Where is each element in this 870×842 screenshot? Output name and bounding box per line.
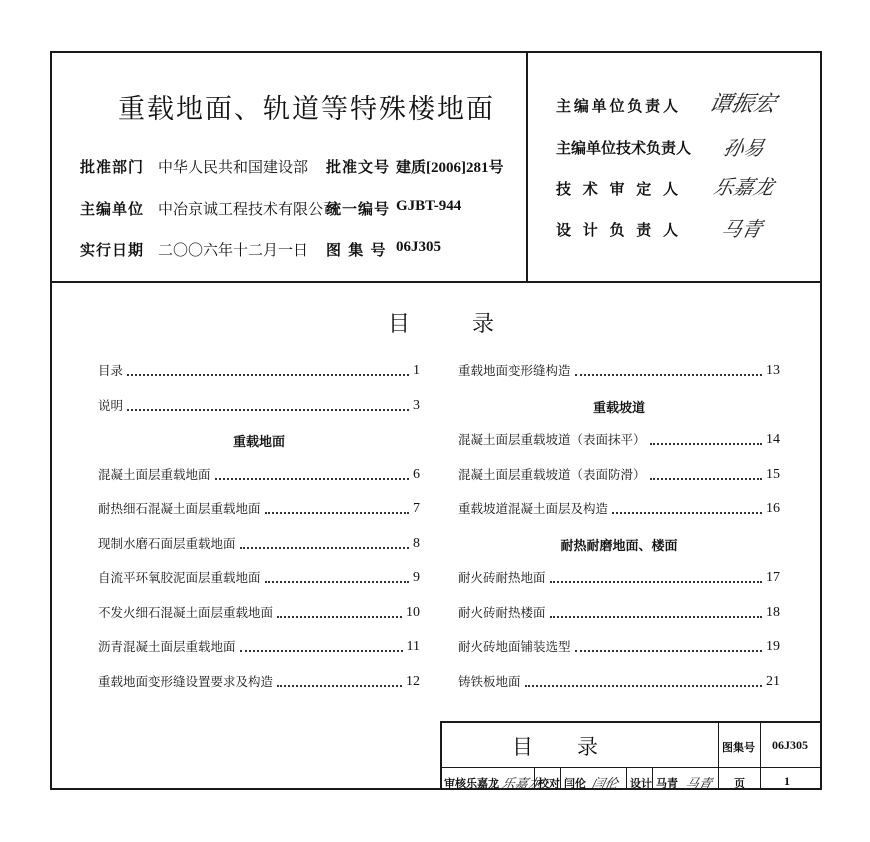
toc-leader-dots [575, 373, 762, 376]
atlas-title: 重载地面、轨道等特殊楼地面 [118, 94, 495, 125]
toc-entry-title: 耐火砖耐热楼面 [458, 604, 546, 620]
meta-value: 中华人民共和国建设部 [158, 158, 309, 176]
reviewer-name: 乐嘉龙 [466, 777, 499, 790]
responsible-row [556, 178, 678, 199]
toc-leader-dots [612, 511, 762, 514]
toc-entry[interactable] [458, 568, 780, 586]
toc-entry-page: 21 [766, 673, 780, 689]
meta-label: 主编单位 [80, 200, 145, 218]
checker-signature: 闫伦 [589, 777, 620, 792]
meta-value: 06J305 [396, 239, 441, 255]
toc-entry[interactable] [458, 499, 780, 517]
toc-entry-title: 耐火砖地面铺装选型 [458, 639, 571, 654]
toc-entry-title: 自流平环氧胶泥面层重载地面 [98, 570, 261, 585]
checker-name: 闫伦 [564, 777, 586, 790]
meta-value: 中冶京诚工程技术有限公司 [158, 200, 339, 218]
toc-leader-dots [550, 580, 762, 583]
toc-entry-title: 混凝土面层重载坡道（表面抹平） [458, 432, 646, 447]
responsible-row [556, 137, 692, 158]
divider [626, 767, 627, 790]
toc-leader-dots [240, 649, 403, 652]
divider [560, 767, 561, 790]
toc-entry-page: 15 [766, 466, 780, 482]
toc-section-heading: 重载地面 [232, 435, 285, 450]
title-block-title: 目录 [512, 735, 642, 759]
divider [442, 767, 820, 768]
toc-entry-page: 6 [413, 466, 420, 482]
toc-leader-dots [240, 546, 409, 549]
signature-reviewer: 乐嘉龙 [711, 175, 777, 199]
toc-entry-title: 耐热细石混凝土面层重载地面 [98, 501, 261, 516]
atlas-label: 图集号 [722, 741, 755, 754]
toc-entry[interactable] [458, 672, 780, 690]
toc-entry[interactable] [458, 465, 780, 483]
toc-entry-page: 19 [766, 639, 780, 654]
review-label: 审核 [444, 777, 466, 790]
toc-entry[interactable] [458, 361, 780, 379]
toc-leader-dots [265, 580, 409, 583]
toc-leader-dots [650, 477, 762, 480]
reviewer-signature: 乐嘉龙 [499, 777, 543, 792]
divider [652, 767, 653, 790]
page-label: 页 [734, 777, 745, 790]
toc-entry-title: 混凝土面层重载坡道（表面防滑） [458, 466, 646, 482]
designer-name: 马青 [656, 777, 678, 790]
meta-value: 建质[2006]281号 [396, 160, 504, 176]
toc-leader-dots [550, 615, 762, 618]
toc-entry-page: 8 [413, 535, 420, 551]
toc-entry[interactable] [98, 568, 420, 586]
toc-entry-page: 7 [413, 501, 420, 516]
toc-entry[interactable] [98, 499, 420, 517]
signature-tech-lead: 孙易 [721, 136, 767, 160]
toc-entry-title: 重载地面变形缝构造 [458, 363, 571, 378]
toc-entry[interactable] [458, 637, 780, 655]
toc-leader-dots [277, 615, 402, 618]
toc-leader-dots [650, 442, 762, 445]
check-label: 校对 [538, 777, 560, 790]
meta-label: 批准文号 [326, 158, 391, 176]
toc-entry-page: 10 [406, 604, 420, 620]
toc-entry-page: 17 [766, 570, 780, 585]
page-number: 1 [784, 774, 790, 788]
signature-designer: 马青 [719, 217, 765, 241]
signature-chief-editor: 谭振宏 [706, 92, 779, 117]
toc-entry[interactable] [458, 430, 780, 448]
toc-entry-title: 现制水磨石面层重载地面 [98, 535, 236, 551]
design-label: 设计 [630, 777, 652, 790]
divider [718, 723, 719, 790]
cover-header [52, 53, 820, 283]
toc-entry-page: 14 [766, 432, 780, 447]
meta-value: 二〇〇六年十二月一日 [158, 241, 309, 259]
divider [534, 767, 535, 790]
responsible-label: 主编单位负责人 [556, 97, 678, 115]
meta-label: 实行日期 [80, 241, 145, 259]
toc-entry-title: 耐火砖耐热地面 [458, 570, 546, 585]
toc-entry[interactable] [98, 465, 420, 483]
toc-heading: 目录 [388, 312, 557, 337]
toc-entry-title: 重载地面变形缝设置要求及构造 [98, 673, 274, 689]
designer-signature: 马青 [683, 777, 714, 792]
toc-leader-dots [127, 408, 409, 411]
responsible-label: 设计负责人 [556, 221, 678, 239]
responsible-label: 技术审定人 [556, 180, 678, 198]
toc-entry-title: 目录 [98, 363, 124, 378]
toc-entry-title: 重载坡道混凝土面层及构造 [458, 501, 609, 516]
toc-entry[interactable] [98, 534, 420, 552]
drawing-frame [50, 51, 822, 790]
toc-entry-page: 18 [766, 604, 780, 620]
toc-leader-dots [575, 649, 762, 652]
meta-label: 统一编号 [326, 200, 391, 218]
atlas-number: 06J305 [772, 738, 808, 752]
toc-entry[interactable] [458, 603, 780, 621]
toc-entry-title: 说明 [98, 397, 124, 413]
toc-entry[interactable] [98, 603, 420, 621]
toc-entry-page: 12 [406, 673, 420, 689]
responsible-label: 主编单位技术负责人 [556, 139, 692, 157]
toc-entry-title: 沥青混凝土面层重载地面 [98, 639, 236, 654]
responsible-row [556, 95, 678, 116]
meta-label: 批准部门 [80, 158, 145, 176]
toc-entry-page: 13 [766, 363, 780, 378]
toc-entry[interactable] [98, 637, 420, 655]
toc-leader-dots [215, 477, 409, 480]
meta-label: 图 集 号 [326, 241, 387, 259]
toc-entry-page: 16 [766, 501, 780, 516]
toc-leader-dots [277, 684, 402, 687]
title-block [440, 721, 820, 790]
toc-entry[interactable] [98, 361, 420, 379]
toc-entry-title: 不发火细石混凝土面层重载地面 [98, 604, 274, 620]
divider [760, 723, 761, 790]
toc-leader-dots [525, 684, 762, 687]
toc-entry[interactable] [98, 396, 420, 414]
meta-value: GJBT-944 [396, 198, 462, 214]
toc-entry-title: 铸铁板地面 [458, 673, 521, 689]
toc-entry-page: 9 [413, 570, 420, 585]
header-info [52, 53, 528, 281]
toc-leader-dots [127, 373, 409, 376]
toc-entry-page: 3 [413, 397, 420, 413]
responsible-row [556, 219, 678, 240]
toc-section-heading: 重载坡道 [592, 400, 645, 416]
header-responsible [528, 53, 820, 281]
toc-entry-page: 11 [406, 639, 420, 654]
toc-entry-title: 混凝土面层重载地面 [98, 466, 211, 482]
toc-entry[interactable] [98, 672, 420, 690]
toc-leader-dots [265, 511, 409, 514]
toc-section-heading: 耐热耐磨地面、楼面 [560, 538, 678, 554]
toc-entry-page: 1 [413, 363, 420, 378]
